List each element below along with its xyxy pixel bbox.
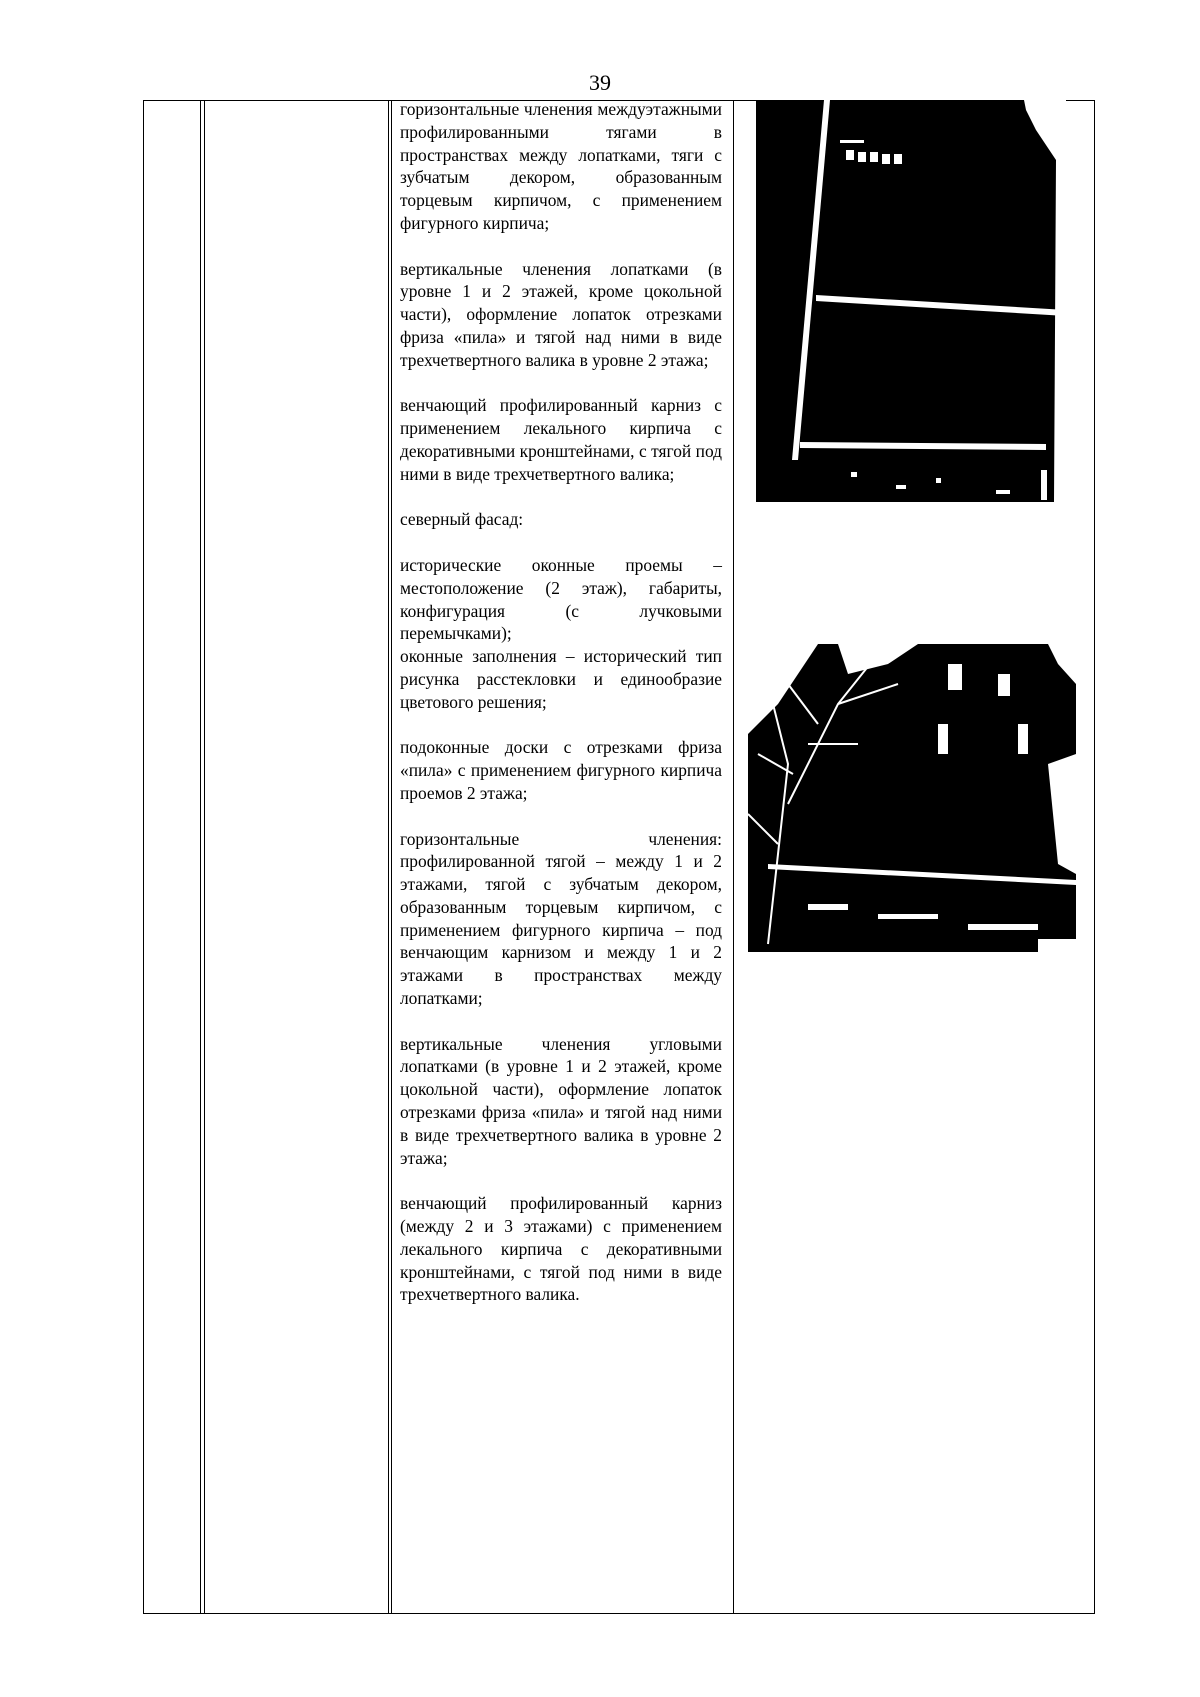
column-divider-1 [200,100,201,1614]
paragraph-horizontal-divisions: горизонтальные членения междуэтажными профилированными тягами в пространствах между лопатками, тяги с зубчатым декором, образованным торцевым кирпичом, с применением фигурного кирпича; [400,99,722,233]
paragraph-north-cornice: венчающий профилированный карниз (между 2 и 3 этажами) с применением лекального кирпича с декоративными кронштейнами, с тягой под ними в виде трехчетвертного валика. [400,1193,722,1305]
facade-with-tree-photo-icon [748,644,1076,952]
column-divider-3 [733,100,734,1614]
facade-with-tree-photo [748,644,1076,952]
paragraph-vertical-divisions: вертикальные членения лопатками (в уровне 1 и 2 этажей, кроме цокольной части), оформление лопаток отрезками фриза «пила» и тягой над ними в виде трехчетвертного валика в уровне 2 этажа; [400,258,722,370]
paragraph-north-horizontal-divisions: горизонтальные членения: профилированной тягой – между 1 и 2 этажами, тягой с зубчатым декором, образованным торцевым кирпичом, с применением фигурного кирпича – под венчающим карнизом и между 1 и 2 этажами в пространствах между лопатками; [400,828,722,1009]
paragraph-window-openings: исторические оконные проемы – местоположение (2 этаж), габариты, конфигурация (с лучковыми перемычками); [400,554,722,644]
paragraph-north-facade: северный фасад: [400,509,524,530]
protected-elements-description [400,98,722,1329]
paragraph-cornice: венчающий профилированный карниз с применением лекального кирпича с декоративными кронштейнами, с тягой под ними в виде трехчетвертного валика; [400,395,722,484]
paragraph-window-fillings: оконные заполнения – исторический тип рисунка расстекловки и единообразие цветового решения; [400,646,722,712]
paragraph-north-vertical-divisions: вертикальные членения угловыми лопатками (в уровне 1 и 2 этажей, кроме цокольной части), оформление лопаток отрезками фриза «пила» и тягой над ними в виде трехчетвертного валика в уровне 2 этажа; [400,1033,722,1168]
column-divider-2b [391,100,392,1614]
facade-photo-icon [756,100,1066,502]
facade-photo [756,100,1066,502]
paragraph-window-sills: подоконные доски с отрезками фриза «пила» с применением фигурного кирпича проемов 2 этажа; [400,737,722,803]
column-divider-2 [388,100,389,1614]
column-divider-1b [204,100,205,1614]
page-number: 39 [589,70,611,95]
